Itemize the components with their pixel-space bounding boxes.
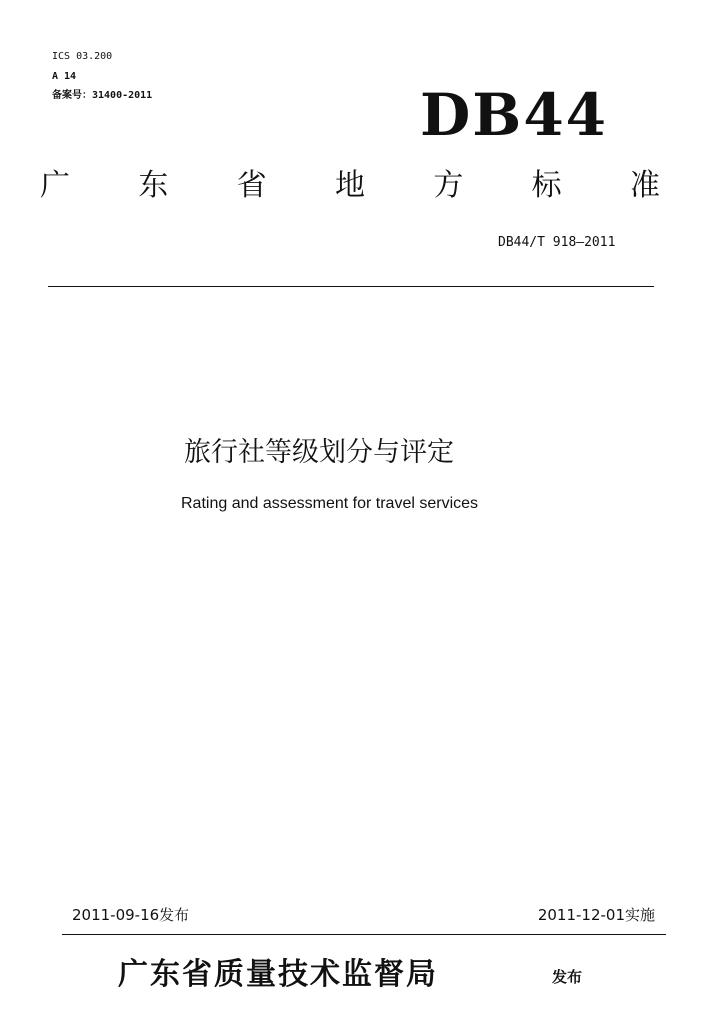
standard-type-char: 方 bbox=[433, 168, 464, 203]
top-divider bbox=[48, 286, 654, 287]
standard-type-heading bbox=[40, 166, 660, 206]
classification-code: A 14 bbox=[52, 71, 77, 82]
implementation-date: 2011-12-01实施 bbox=[537, 906, 655, 924]
document-title-chinese: 旅行社等级划分与评定 bbox=[184, 437, 454, 468]
db-logo: DB44 bbox=[420, 81, 609, 149]
standard-type-char: 地 bbox=[334, 168, 365, 203]
standard-type-char: 准 bbox=[629, 168, 660, 203]
standard-type-char: 标 bbox=[531, 168, 562, 203]
standard-type-char: 东 bbox=[138, 168, 169, 203]
issue-date: 2011-09-16发布 bbox=[72, 906, 190, 924]
publish-label: 发布 bbox=[552, 968, 583, 986]
standard-type-char: 广 bbox=[40, 168, 70, 203]
publisher-name: 广东省质量技术监督局 bbox=[118, 957, 438, 992]
standard-type-char: 省 bbox=[236, 168, 267, 203]
filing-number: 备案号：31400-2011 bbox=[52, 90, 153, 101]
bottom-divider bbox=[62, 934, 666, 935]
standard-number: DB44/T 918—2011 bbox=[498, 235, 616, 250]
document-title-english: Rating and assessment for travel services bbox=[181, 495, 479, 512]
ics-code: ICS 03.200 bbox=[52, 51, 113, 62]
